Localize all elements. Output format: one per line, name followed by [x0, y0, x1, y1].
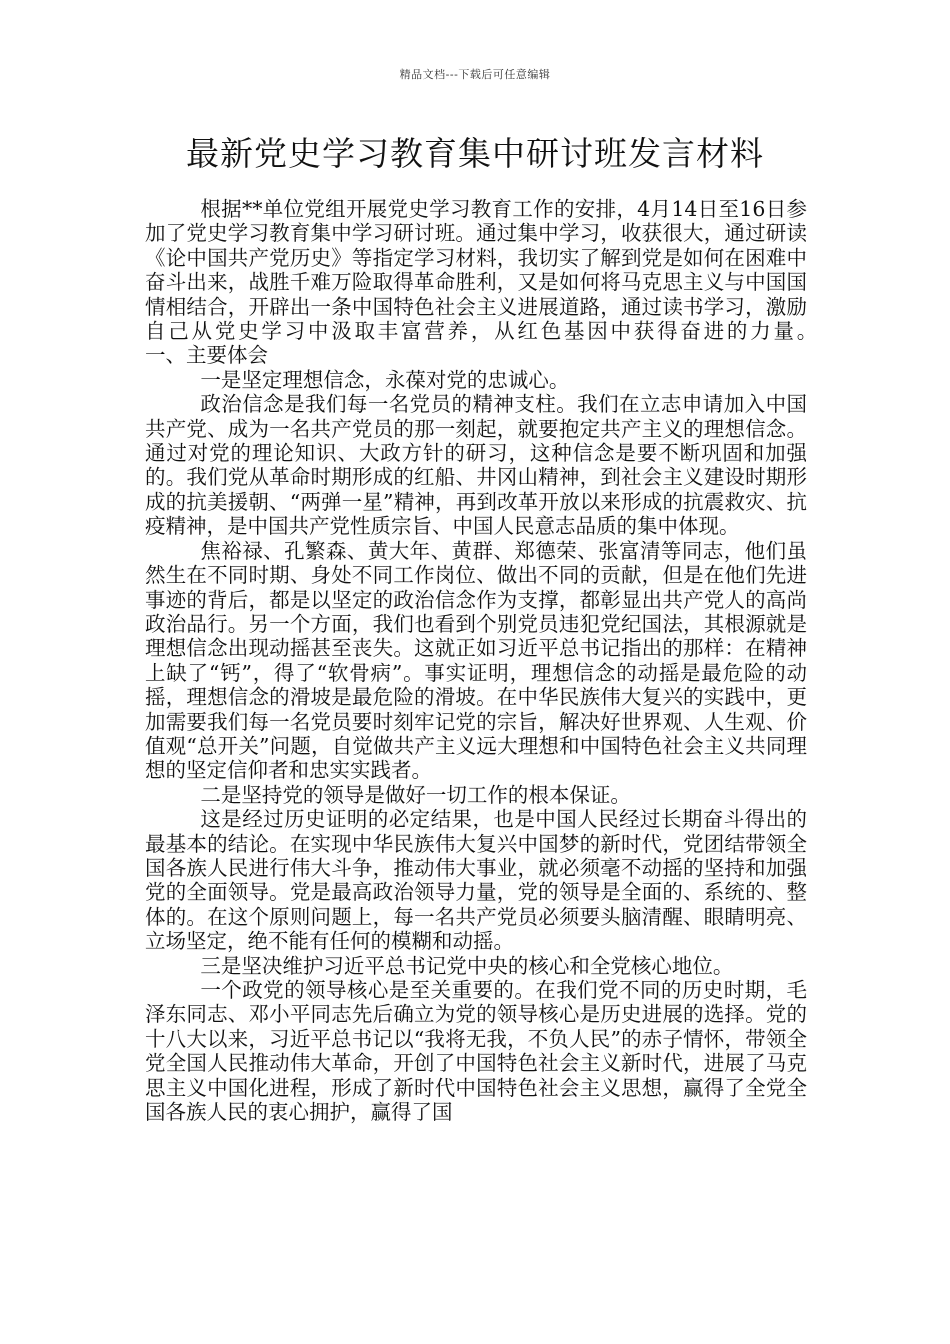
paragraph-role-models: 焦裕禄、孔繁森、黄大年、黄群、郑德荣、张富清等同志，他们虽然生在不同时期、身处不同工作岗位、做出不同的贡献，但是在他们先进事迹的背后，都是以坚定的政治信念作为支撑，都彰显出共产党人的高尚政治品行。另一个方面，我们也看到个别党员违犯党纪国法，其根源就是理想信念出现动摇甚至丧失。这就正如习近平总书记指出的那样：在精神上缺了“钙”，得了“软骨病”。事实证明，理想信念的动摇是最危险的动摇，理想信念的滑坡是最危险的滑坡。在中华民族伟大复兴的实践中，更加需要我们每一名党员要时刻牢记党的宗旨，解决好世界观、人生观、价值观“总开关”问题，自觉做共产主义远大理想和中国特色社会主义共同理想的坚定信仰者和忠实实践者。	[145, 538, 807, 783]
paragraph-party-leadership: 这是经过历史证明的必定结果，也是中国人民经过长期奋斗得出的最基本的结论。在实现中华民族伟大复兴中国梦的新时代，党团结带领全国各族人民进行伟大斗争，推动伟大事业，就必须毫不动摇的坚持和加强党的全面领导。党是最高政治领导力量，党的领导是全面的、系统的、整体的。在这个原则问题上，每一名共产党员必须要头脑清醒、眼睛明亮、立场坚定，绝不能有任何的模糊和动摇。	[145, 807, 807, 954]
paragraph-core-status: 一个政党的领导核心是至关重要的。在我们党不同的历史时期，毛泽东同志、邓小平同志先后确立为党的领导核心是历史进展的选择。党的十八大以来，习近平总书记以“我将无我，不负人民”的赤子情怀，带领全党全国人民推动伟大革命，开创了中国特色社会主义新时代，进展了马克思主义中国化进程，形成了新时代中国特色社会主义思想，赢得了全党全国各族人民的衷心拥护，赢得了国	[145, 978, 807, 1125]
subheading-ideals: 一是坚定理想信念，永葆对党的忠诚心。	[200, 367, 570, 392]
document-title: 最新党史学习教育集中研讨班发言材料	[186, 134, 764, 173]
paragraph-intro: 根据**单位党组开展党史学习教育工作的安排，4月14日至16日参加了党史学习教育集中学习研讨班。通过集中学习，收获很大，通过研读《论中国共产党历史》等指定学习材料，我切实了解到党是如何在困难中奋斗出来，战胜千难万险取得革命胜利，又是如何将马克思主义与中国国情相结合，开辟出一条中国特色社会主义进展道路，通过读书学习，激励自己从党史学习中汲取丰富营养，从红色基因中获得奋进的力量。 一、主要体会	[145, 197, 848, 368]
subheading-party-leadership: 二是坚持党的领导是做好一切工作的根本保证。	[200, 782, 631, 807]
page-header-note: 精品文档---下载后可任意编辑	[399, 68, 551, 81]
document-body	[145, 197, 848, 1125]
subheading-core-status: 三是坚决维护习近平总书记党中央的核心和全党核心地位。	[200, 953, 734, 978]
paragraph-political-belief: 政治信念是我们每一名党员的精神支柱。我们在立志申请加入中国共产党、成为一名共产党员的那一刻起，就要抱定共产主义的理想信念。通过对党的理论知识、大政方针的研习，这种信念是要不断巩固和加强的。我们党从革命时期形成的红船、井冈山精神，到社会主义建设时期形成的抗美援朝、“两弹一星”精神，再到改革开放以来形成的抗震救灾、抗疫精神，是中国共产党性质宗旨、中国人民意志品质的集中体现。	[145, 392, 807, 539]
